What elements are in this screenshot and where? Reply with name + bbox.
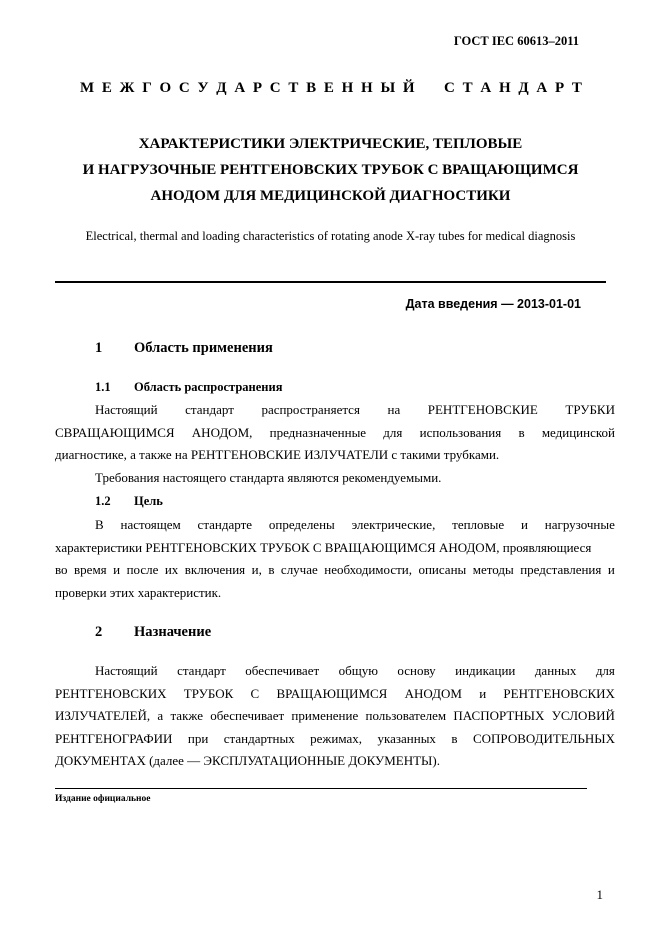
paragraph [55,467,615,490]
word: медицинской [541,424,615,440]
text-line: Требования настоящего стандарта являются рекомендуемыми. [95,470,442,485]
banner-letter: А [234,80,246,96]
word: нагрузочные [544,517,615,532]
word: АНОДОМ [404,685,462,701]
word: ИЗЛУЧАТЕЛЕЙ, [55,708,151,723]
paragraph [55,660,615,773]
text-line: диагностике, а также на РЕНТГЕНОВСКИЕ ИЗЛУЧАТЕЛИ с такими трубками. [55,447,500,462]
banner-letter: М [80,80,95,96]
word: данных [534,663,577,678]
paragraph [55,514,615,604]
word: общую [338,663,378,678]
banner-letter: Т [288,80,299,96]
banner-letter: Р [555,80,565,96]
text-line [55,559,615,582]
banner-letter: Е [101,80,112,96]
word: ТРУБОК [183,685,234,701]
word: распространяется [261,402,360,417]
document-title [40,131,621,209]
word: случае [280,562,318,577]
word: указанных [377,730,436,746]
word: С [250,685,260,701]
word: стандартных [223,730,295,746]
text-line [55,728,615,751]
word: после [126,562,159,577]
word: методы [472,562,514,577]
subsection-number: 1.1 [95,380,111,394]
banner-letter: Ж [119,80,135,96]
word: в [268,562,275,577]
word: стандарте [197,517,253,532]
text-line [55,399,615,422]
banner-letter: Г [142,80,152,96]
word: а [157,708,164,723]
text-line [55,514,615,537]
banner-letter: Ы [380,80,396,96]
introduction-date: Дата введения — 2013-01-01 [405,297,581,311]
word: на [387,402,401,417]
word: в [451,730,458,746]
word: в [518,424,525,440]
word: и [521,517,528,532]
title-line: АНОДОМ ДЛЯ МЕДИЦИНСКОЙ ДИАГНОСТИКИ [150,188,511,204]
footer-divider [55,788,587,789]
banner-letter: Н [498,80,511,96]
header-divider [55,281,606,283]
text-line [55,683,615,706]
text-line [55,422,615,445]
title-line: ХАРАКТЕРИСТИКИ ЭЛЕКТРИЧЕСКИЕ, ТЕПЛОВЫЕ [138,136,523,152]
word: РЕНТГЕНОВСКИЕ [427,402,538,417]
word: и [113,562,121,577]
banner-letter: Д [216,80,227,96]
word: их [164,562,179,577]
word: Настоящий [95,663,158,678]
word: В [95,517,104,532]
text-line [55,705,615,728]
word: представления [520,562,602,577]
edition-label: Издание официальное [55,794,151,804]
banner-letter: О [159,80,172,96]
word: РЕНТГЕНОВСКИХ [55,685,167,701]
banner-letter: Р [252,80,263,96]
word: во [55,562,68,577]
word: описаны [418,562,467,577]
banner-letter: У [197,80,209,96]
banner-letter: А [480,80,492,96]
word: настоящем [120,517,181,532]
subsection-number: 1.2 [95,494,111,508]
word: предназначенные [269,424,367,440]
word: и [479,685,487,701]
word: РЕНТГЕНОВСКИХ [503,685,615,701]
word: ВРАЩАЮЩИМСЯ [276,685,388,701]
banner-letter: В [306,80,317,96]
banner-letter: Й [402,80,415,96]
banner-letter: Т [571,80,582,96]
subsection-title: Цель [134,494,163,508]
word: время [74,562,107,577]
word: электрические, [351,517,436,532]
word: режимах, [310,730,363,746]
word: ТРУБКИ [565,402,615,417]
banner-word-gap [422,80,436,97]
word: УСЛОВИЙ [551,708,615,723]
text-line: проверки этих характеристик. [55,584,222,600]
text-line: ДОКУМЕНТАХ (далее — ЭКСПЛУАТАЦИОННЫЕ ДОКУМЕНТЫ). [55,753,440,768]
banner-letter: Н [341,80,354,96]
word: СОПРОВОДИТЕЛЬНЫХ [472,730,615,746]
section-number: 1 [95,340,103,356]
word: и, [251,562,262,577]
text-line: характеристики РЕНТГЕНОВСКИХ ТРУБОК С ВРАЩАЮЩИМСЯ АНОДОМ, проявляющиеся [55,539,592,555]
banner-letter: А [536,80,548,96]
word: также [170,708,203,723]
banner-letter: Т [462,80,473,96]
standard-banner [80,80,582,97]
word: Настоящий [95,402,158,417]
word: ПАСПОРТНЫХ [453,708,545,723]
banner-letter: С [444,80,455,96]
word: применение [291,708,359,723]
banner-letter: Д [518,80,529,96]
word: использования [419,424,502,440]
word: тепловые [452,517,505,532]
document-code: ГОСТ IEC 60613–2011 [453,34,579,48]
word: РЕНТГЕНОГРАФИИ [55,730,173,746]
word: необходимости, [324,562,412,577]
word: для [383,424,403,440]
word: определены [268,517,335,532]
word: для [595,663,615,678]
page-number: 1 [596,887,603,902]
section-title: Назначение [134,624,212,640]
word: обеспечивает [210,708,285,723]
word: при [187,730,209,746]
section-title: Область применения [134,340,273,356]
english-title: Electrical, thermal and loading characteristics of rotating anode X-ray tubes for medical diagnosis [85,229,576,243]
title-line: И НАГРУЗОЧНЫЕ РЕНТГЕНОВСКИХ ТРУБОК С ВРАЩАЮЩИМСЯ [82,162,579,178]
banner-letter: С [269,80,281,96]
word: включения [184,562,246,577]
banner-letter: Е [323,80,334,96]
word: стандарт [177,663,226,678]
word: обеспечивает [245,663,320,678]
subsection-title: Область распространения [134,380,283,394]
word: основу [397,663,436,678]
banner-letter: Н [361,80,373,96]
paragraph [55,399,615,467]
word: индикации [455,663,516,678]
word: СВРАЩАЮЩИМСЯ [55,424,175,440]
text-line [55,660,615,683]
word: пользователем [365,708,447,723]
word: стандарт [185,402,234,417]
word: и [607,562,615,577]
word: АНОДОМ, [191,424,253,440]
banner-letter: С [178,80,190,96]
section-number: 2 [95,624,103,640]
